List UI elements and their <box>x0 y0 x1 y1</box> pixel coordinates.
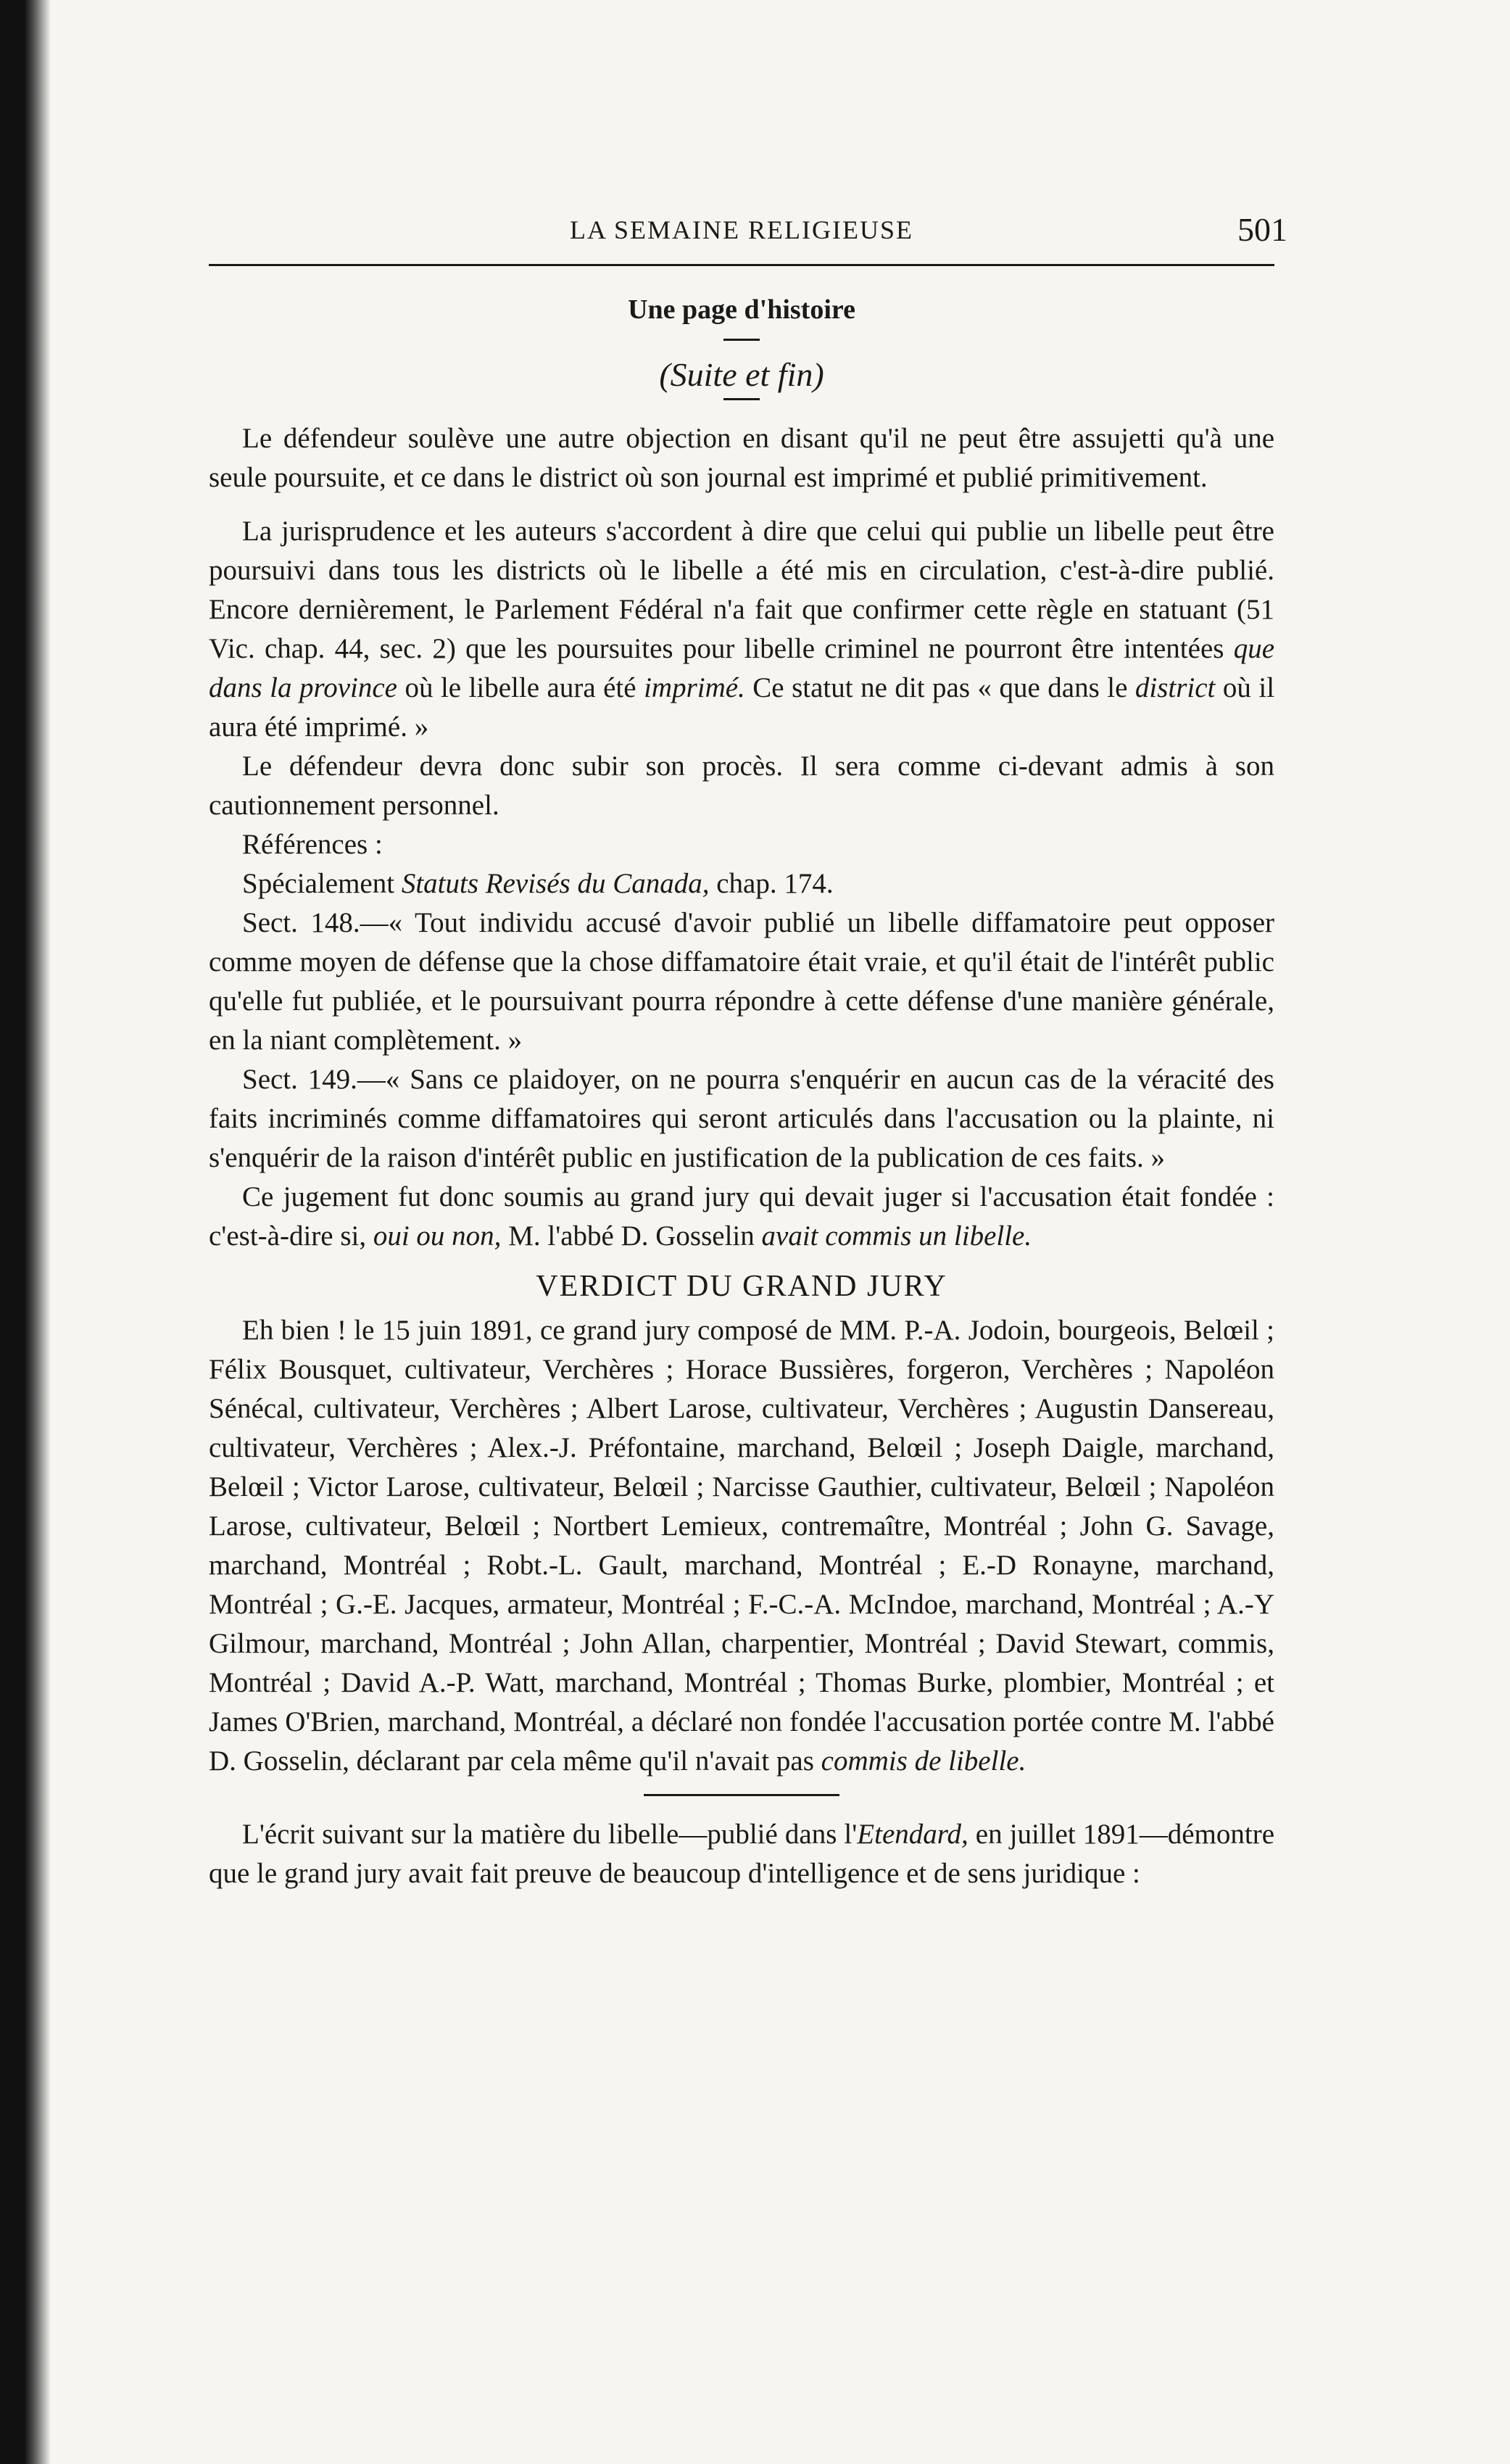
section-heading-verdict: VERDICT DU GRAND JURY <box>536 1270 947 1303</box>
section-rule <box>644 1794 839 1796</box>
page-number: 501 <box>1237 211 1287 248</box>
italic-text: commis de libelle. <box>821 1745 1026 1777</box>
article-subtitle: (Suite et fin) <box>659 356 824 393</box>
paragraph-objection: Le défendeur soulève une autre objection en disant qu'il ne peut être assujetti qu'à une seule poursuite, et ce dans le district où son journal est imprimé et publié primitivement. <box>209 423 1274 493</box>
paragraph-verdict <box>209 1311 1274 1781</box>
title-dash <box>723 339 760 341</box>
paragraph-proces: Le défendeur devra donc subir son procès. Il sera comme ci-devant admis à son cautionnement personnel. <box>209 751 1274 821</box>
running-title: LA SEMAINE RELIGIEUSE <box>570 215 913 244</box>
text: Spécialement <box>242 868 402 899</box>
text: Ce jugement fut donc soumis au grand jury qui devait juger si l'accusation était fondée : c'est-à-dire si, <box>209 1181 1274 1252</box>
text: La jurisprudence et les auteurs s'accordent à dire que celui qui publie un libelle peut être poursuivi dans tous les districts où le libelle a été mis en circulation, c'est-à-dire publié. Encore dernièrement, le Parlement Fédéral n'a fait que confirmer cette règle en statuant (51 Vic. chap. 44, sec. 2) que les poursuites pour libelle criminel ne pourront être intentées <box>209 516 1274 664</box>
paragraph-jurisprudence <box>209 512 1274 747</box>
running-head <box>209 210 1287 261</box>
italic-text: district <box>1134 672 1216 703</box>
italic-text: Etendard, <box>857 1819 968 1850</box>
italic-text: imprimé. <box>644 672 745 703</box>
article-title: Une page d'histoire <box>628 294 855 325</box>
text: où le libelle aura été <box>397 672 644 703</box>
italic-text: Statuts Revisés du Canada, <box>401 868 710 899</box>
italic-text: que dans la province <box>209 633 1274 703</box>
text: où il aura été imprimé. » <box>209 672 1275 743</box>
section-149: Sect. 149.—« Sans ce plaidoyer, on ne pourra s'enquérir en aucun cas de la véracité des faits incriminés comme diffamatoires qui seront articulés dans l'accusation ou la plainte, ni s'enquérir de la raison d'intérêt public en justification de la publication de ces faits. » <box>209 1064 1274 1173</box>
subtitle-dash <box>723 398 760 400</box>
reference-statuts <box>209 864 1274 904</box>
paragraph-ecrit <box>209 1815 1274 1893</box>
header-rule <box>209 264 1274 266</box>
page <box>209 210 1287 1893</box>
text: chap. 174. <box>709 868 834 899</box>
article-body <box>209 419 1274 1893</box>
references-label: Références : <box>242 829 383 860</box>
section-148: Sect. 148.—« Tout individu accusé d'avoir publié un libelle diffamatoire peut opposer comme moyen de défense que la chose diffamatoire était vraie, et qu'il était de l'intérêt public qu'elle fut publiée, et le poursuivant pourra répondre à cette défense d'une manière générale, en la niant complètement. » <box>209 907 1274 1056</box>
text: en juillet 1891—démontre que le grand jury avait fait preuve de beaucoup d'intelligence et de sens juridique : <box>209 1819 1275 1889</box>
text: Eh bien ! le 15 juin 1891, ce grand jury composé de MM. P.-A. Jodoin, bourgeois, Belœil ; Félix Bousquet, cultivateur, Verchères ; Horace Bussières, forgeron, Verchères ; Napoléon Sénécal, cultivateur, Verchères ; Albert Larose, cultivateur, Verchères ; Augustin Dansereau, cultivateur, Verchères ; Alex.-J. Préfontaine, marchand, Belœil ; Joseph Daigle, marchand, Belœil ; Victor Larose, cultivateur, Belœil ; Narcisse Gauthier, cultivateur, Belœil ; Napoléon Larose, cultivateur, Belœil ; Nortbert Lemieux, contremaître, Montréal ; John G. Savage, marchand, Montréal ; Robt.-L. Gault, marchand, Montréal ; E.-D Ronayne, marchand, Montréal ; G.-E. Jacques, armateur, Montréal ; F.-C.-A. McIndoe, marchand, Montréal ; A.-Y Gilmour, marchand, Montréal ; John Allan, charpentier, Montréal ; David Stewart, commis, Montréal ; David A.-P. Watt, marchand, Montréal ; Thomas Burke, plombier, Montréal ; et James O'Brien, marchand, Montréal, a déclaré non fondée l'accusation portée contre M. l'abbé D. Gosselin, déclarant par cela même qu'il n'avait pas <box>209 1315 1274 1777</box>
text: Ce statut ne dit pas « que dans le <box>744 672 1135 703</box>
text: M. l'abbé D. Gosselin <box>501 1220 762 1252</box>
italic-text: avait commis un libelle. <box>761 1220 1032 1252</box>
scan-binding-edge <box>0 0 51 2464</box>
paragraph-jugement <box>209 1178 1274 1256</box>
text: L'écrit suivant sur la matière du libelle—publié dans l' <box>242 1819 858 1850</box>
italic-text: oui ou non, <box>373 1220 502 1252</box>
